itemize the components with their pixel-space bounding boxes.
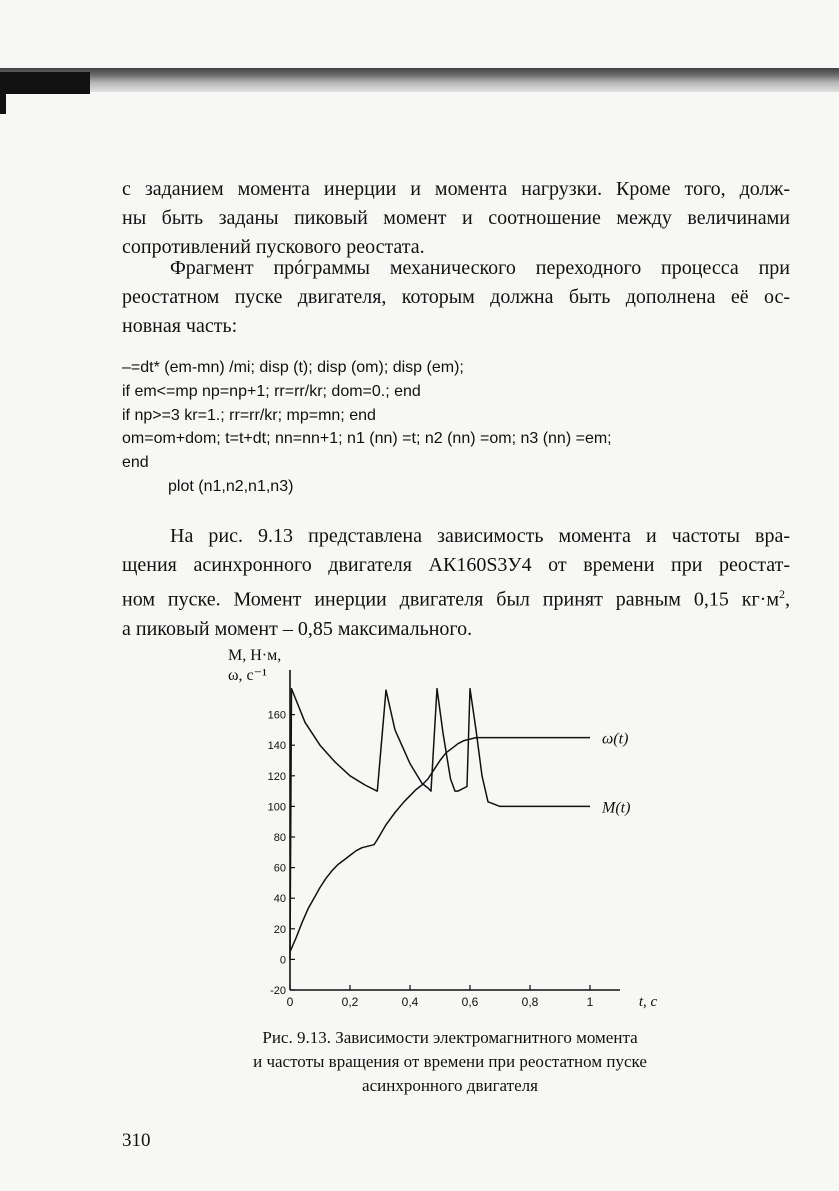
paragraph-1-line: с заданием момента инерции и момента нагрузки. Кроме того, долж- — [122, 178, 790, 200]
paragraph-3 — [122, 522, 790, 644]
chart-series — [290, 689, 590, 960]
series-line-moment — [290, 689, 590, 960]
figure-caption — [160, 1026, 740, 1098]
scan-edge-mark — [0, 92, 6, 114]
chart — [200, 640, 660, 1020]
paragraph-3-text: , — [785, 588, 790, 611]
paragraph-3-line — [122, 580, 790, 615]
page-number: 310 — [122, 1130, 151, 1151]
y-tick-label: 80 — [273, 832, 286, 844]
code-line: om=om+dom; t=t+dt; nn=nn+1; n1 (nn) =t; n2 (nn) =om; n3 (nn) =em; — [122, 430, 612, 448]
paragraph-2-line: Фрагмент прóграммы механического переходного процесса при — [170, 257, 790, 279]
code-line: if np>=3 kr=1.; rr=rr/kr; mp=mn; end — [122, 406, 376, 424]
code-listing — [122, 356, 722, 499]
paragraph-3-line: а пиковый момент – 0,85 максимального. — [122, 617, 473, 640]
code-line: end — [122, 454, 149, 472]
x-tick-label: 0 — [286, 995, 294, 1009]
code-plot-line: plot (n1,n2,n1,n3) — [168, 477, 294, 495]
chart-axes — [290, 670, 620, 990]
series-label: M(t) — [602, 799, 631, 817]
paragraph-1-line: ны быть заданы пиковый момент и соотношение между величинами — [122, 207, 790, 229]
x-tick-label: 0,2 — [341, 995, 359, 1009]
y-axis-label: M, Н·м, — [228, 647, 282, 664]
chart-labels — [228, 647, 658, 1010]
y-tick-label: 0 — [279, 954, 286, 967]
paragraph-2-line: реостатном пуске двигателя, которым должна быть дополнена её ос- — [122, 286, 790, 308]
series-label: ω(t) — [602, 730, 629, 748]
y-tick-label: 60 — [273, 862, 286, 875]
figure-9-13 — [200, 640, 660, 1020]
x-tick-label: 1 — [586, 995, 594, 1009]
y-tick-label: -20 — [270, 985, 286, 997]
y-axis-label: ω, с⁻¹ — [228, 667, 267, 684]
y-tick-label: 120 — [267, 770, 286, 783]
y-tick-label: 140 — [267, 740, 286, 753]
caption-line: асинхронного двигателя — [362, 1076, 538, 1095]
code-line: if em<=mp np=np+1; rr=rr/kr; dom=0.; end — [122, 382, 421, 400]
paragraph-1-line: сопротивлений пускового реостата. — [122, 236, 425, 258]
paragraph-1 — [122, 175, 790, 262]
scan-header-rule — [0, 68, 839, 92]
y-tick-label: 40 — [273, 893, 286, 906]
code-line: –=dt* (em-mn) /mi; disp (t); disp (om); disp (em); — [122, 359, 464, 376]
superscript: 2 — [779, 587, 785, 601]
paragraph-3-line: щения асинхронного двигателя АК160S3У4 от времени при реостат- — [122, 554, 790, 576]
scan-header-mark — [0, 72, 90, 94]
caption-line: и частоты вращения от времени при реостатном пуске — [253, 1052, 647, 1071]
x-tick-label: 0,6 — [461, 995, 479, 1009]
caption-line: Рис. 9.13. Зависимости электромагнитного момента — [262, 1028, 638, 1047]
chart-ticks — [268, 710, 594, 1009]
paragraph-3-text: ном пуске. Момент инерции двигателя был принят равным 0,15 кг·м — [122, 588, 779, 611]
y-tick-label: 100 — [267, 801, 286, 814]
x-tick-label: 0,8 — [521, 995, 539, 1009]
paragraph-2 — [122, 254, 790, 341]
x-tick-label: 0,4 — [401, 995, 419, 1009]
paragraph-3-line: На рис. 9.13 представлена зависимость момента и частоты вра- — [170, 525, 790, 547]
y-tick-label: 160 — [267, 709, 286, 722]
paragraph-2-line: новная часть: — [122, 315, 238, 337]
y-tick-label: 20 — [273, 923, 286, 936]
series-line-omega — [290, 738, 590, 952]
x-axis-label: t, c — [638, 994, 658, 1010]
